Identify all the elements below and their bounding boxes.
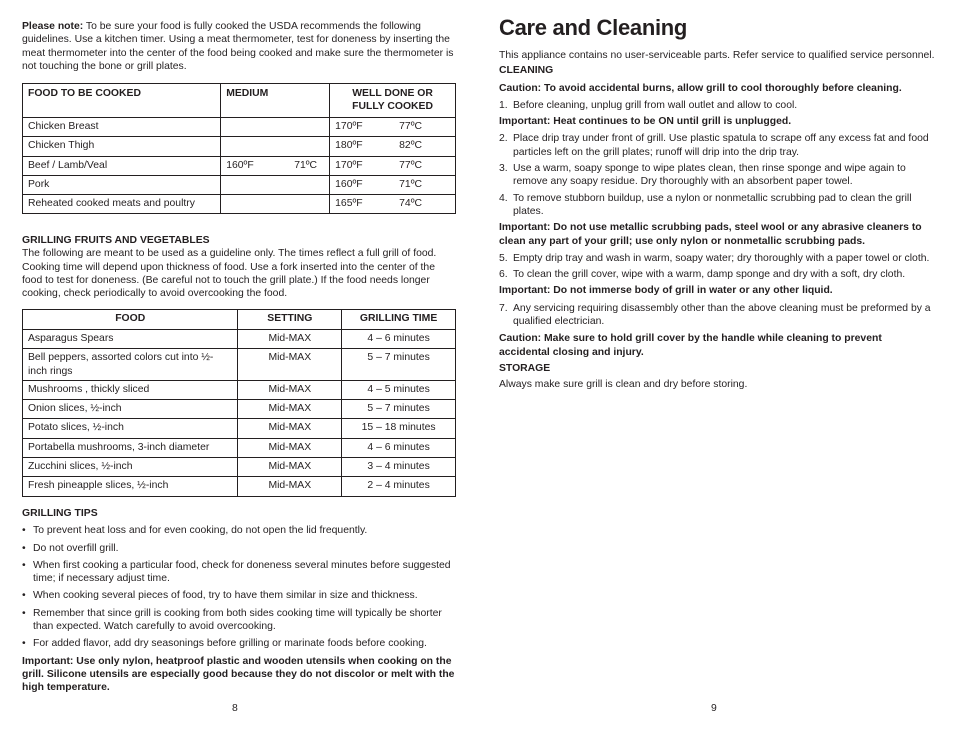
- list-item: 7. Any servicing requiring disassembly other than the above cleaning must be preformed by a qualified electrician.: [499, 302, 931, 328]
- cell-food: Chicken Breast: [23, 118, 221, 137]
- cell-setting: Mid-MAX: [238, 330, 342, 349]
- cleaning-steps-b: [499, 132, 935, 218]
- important-utensils: Important: Use only nylon, heatproof plastic and wooden utensils when cooking on the grill. Silicone utensils are especially good because they do not discolor or melt with the high temperature.: [22, 655, 455, 694]
- usda-note: [22, 20, 456, 73]
- list-item: • When cooking several pieces of food, try to have them similar in size and thickness.: [22, 589, 456, 602]
- right-page: [499, 0, 935, 738]
- cell-well-done: 180ºF 82ºC: [330, 137, 456, 156]
- list-item: • Remember that since grill is cooking from both sides cooking time will typically be shorter than expected. Watch carefully to avoid overcooking.: [22, 607, 456, 634]
- table-row: [23, 477, 456, 496]
- list-item: • Do not overfill grill.: [22, 542, 456, 555]
- cell-food: Portabella mushrooms, 3-inch diameter: [23, 438, 238, 457]
- cleaning-steps-a: [499, 99, 935, 112]
- cell-medium: [221, 195, 330, 214]
- cell-well-done: 170ºF 77ºC: [330, 156, 456, 175]
- list-item: • When first cooking a particular food, check for doneness several minutes before suggested time; if necessary adjust time.: [22, 559, 456, 586]
- cell-setting: Mid-MAX: [238, 380, 342, 399]
- cell-grilling-time: 4 – 5 minutes: [342, 380, 456, 399]
- list-item: 6. To clean the grill cover, wipe with a warm, damp sponge and dry with a soft, dry cloth.: [499, 269, 906, 281]
- table-row: [23, 400, 456, 419]
- cell-medium: [221, 137, 330, 156]
- col-header-well-done: WELL DONE OR FULLY COOKED: [330, 84, 456, 118]
- left-page: [22, 0, 456, 738]
- storage-heading: STORAGE: [499, 362, 551, 374]
- important-heat: Important: Heat continues to be ON until grill is unplugged.: [499, 116, 792, 128]
- col-header-food: FOOD: [23, 310, 238, 330]
- list-item: • For added flavor, add dry seasonings before grilling or marinate foods before cooking.: [22, 637, 456, 650]
- cell-grilling-time: 5 – 7 minutes: [342, 349, 456, 381]
- cell-grilling-time: 4 – 6 minutes: [342, 330, 456, 349]
- cell-food: Potato slices, ½-inch: [23, 419, 238, 438]
- tips-heading: GRILLING TIPS: [22, 508, 98, 519]
- col-header-setting: SETTING: [238, 310, 342, 330]
- cell-food: Chicken Thigh: [23, 137, 221, 156]
- table-header-row: [23, 84, 456, 118]
- note-text: To be sure your food is fully cooked the USDA recommends the following guidelines. Use a kitchen timer. Using a meat thermometer, test for doneness by inserting the meat thermometer into the center of the food being cooked and make sure the thermometer is not touching the bone or grill plates.: [22, 21, 454, 72]
- table-row: [23, 175, 456, 194]
- cell-medium: 160ºF 71ºC: [221, 156, 330, 175]
- table-row: [23, 438, 456, 457]
- cell-food: Zucchini slices, ½-inch: [23, 458, 238, 477]
- cell-food: Reheated cooked meats and poultry: [23, 195, 221, 214]
- list-item: 3. Use a warm, soapy sponge to wipe plates clean, then rinse sponge and wipe again to remove any soapy residue. Dry thoroughly with an absorbent paper towel.: [499, 163, 906, 188]
- table-row: [23, 330, 456, 349]
- cell-food: Beef / Lamb/Veal: [23, 156, 221, 175]
- cell-medium: [221, 175, 330, 194]
- important-no-metal: Important: Do not use metallic scrubbing pads, steel wool or any abrasive cleaners to clean any part of your grill; use only nylon or nonmetallic scrubbing pads.: [499, 222, 922, 247]
- doneness-table: [22, 83, 456, 214]
- cleaning-steps-d: [499, 302, 935, 329]
- fruits-section: [22, 234, 456, 300]
- list-item: 5. Empty drip tray and wash in warm, soapy water; dry thoroughly with a paper towel or cloth.: [499, 252, 930, 264]
- col-header-medium: MEDIUM: [221, 84, 330, 118]
- col-header-grilling-time: GRILLING TIME: [342, 310, 456, 330]
- table-row: [23, 195, 456, 214]
- note-label: Please note:: [22, 21, 84, 32]
- page-number: 9: [711, 703, 717, 714]
- important-no-immerse: Important: Do not immerse body of grill in water or any other liquid.: [499, 285, 833, 297]
- cell-well-done: 165ºF 74ºC: [330, 195, 456, 214]
- cell-setting: Mid-MAX: [238, 349, 342, 381]
- cell-grilling-time: 3 – 4 minutes: [342, 458, 456, 477]
- cell-well-done: 160ºF 71ºC: [330, 175, 456, 194]
- cell-well-done: 170ºF 77ºC: [330, 118, 456, 137]
- cell-setting: Mid-MAX: [238, 458, 342, 477]
- cell-setting: Mid-MAX: [238, 400, 342, 419]
- intro-text: This appliance contains no user-serviceable parts. Refer service to qualified service personnel.: [499, 50, 935, 61]
- list-item: 1. Before cleaning, unplug grill from wall outlet and allow to cool.: [499, 99, 798, 111]
- table-row: [23, 156, 456, 175]
- table-row: [23, 137, 456, 156]
- cell-food: Onion slices, ½-inch: [23, 400, 238, 419]
- page-title: Care and Cleaning: [499, 15, 688, 40]
- table-row: [23, 380, 456, 399]
- cell-medium: [221, 118, 330, 137]
- page-number: 8: [232, 703, 238, 714]
- cell-food: Fresh pineapple slices, ½-inch: [23, 477, 238, 496]
- cell-food: Pork: [23, 175, 221, 194]
- table-row: [23, 419, 456, 438]
- fruits-heading: GRILLING FRUITS AND VEGETABLES: [22, 235, 210, 246]
- fruits-text: The following are meant to be used as a guideline only. The times reflect a full grill of food. Cooking time will depend upon thickness of food. Use a fork inserted into the center of the food to test for doneness. (Be careful not to touch the grill plate.) If the food needs longer cooking, check periodically to avoid overcooking the food.: [22, 248, 437, 300]
- cleaning-heading: CLEANING: [499, 65, 554, 77]
- table-row: [23, 118, 456, 137]
- care-body: [499, 49, 935, 395]
- list-item: • To prevent heat loss and for even cooking, do not open the lid frequently.: [22, 524, 456, 537]
- cell-setting: Mid-MAX: [238, 438, 342, 457]
- caution-cover: Caution: Make sure to hold grill cover by the handle while cleaning to prevent accidental closing and injury.: [499, 333, 882, 358]
- col-header-food: FOOD TO BE COOKED: [23, 84, 221, 118]
- grilling-tips-section: [22, 507, 456, 695]
- storage-text: Always make sure grill is clean and dry before storing.: [499, 379, 748, 391]
- cell-grilling-time: 4 – 6 minutes: [342, 438, 456, 457]
- cleaning-steps-c: [499, 252, 935, 282]
- cell-food: Bell peppers, assorted colors cut into ½-inch rings: [23, 349, 238, 381]
- table-header-row: [23, 310, 456, 330]
- cell-setting: Mid-MAX: [238, 477, 342, 496]
- cell-food: Mushrooms , thickly sliced: [23, 380, 238, 399]
- table-row: [23, 349, 456, 381]
- caution-burns: Caution: To avoid accidental burns, allow grill to cool thoroughly before cleaning.: [499, 82, 902, 94]
- cell-setting: Mid-MAX: [238, 419, 342, 438]
- tips-list: [22, 524, 456, 650]
- cell-grilling-time: 15 – 18 minutes: [342, 419, 456, 438]
- cell-food: Asparagus Spears: [23, 330, 238, 349]
- table-row: [23, 458, 456, 477]
- grilling-time-table: [22, 309, 456, 497]
- cell-grilling-time: 2 – 4 minutes: [342, 477, 456, 496]
- list-item: 2. Place drip tray under front of grill. Use plastic spatula to scrape off any excess fat and food particles left on the grill plates; runoff will drip into the drip tray.: [499, 133, 929, 158]
- cell-grilling-time: 5 – 7 minutes: [342, 400, 456, 419]
- list-item: 4. To remove stubborn buildup, use a nylon or nonmetallic scrubbing pad to clean the grill plates.: [499, 192, 912, 217]
